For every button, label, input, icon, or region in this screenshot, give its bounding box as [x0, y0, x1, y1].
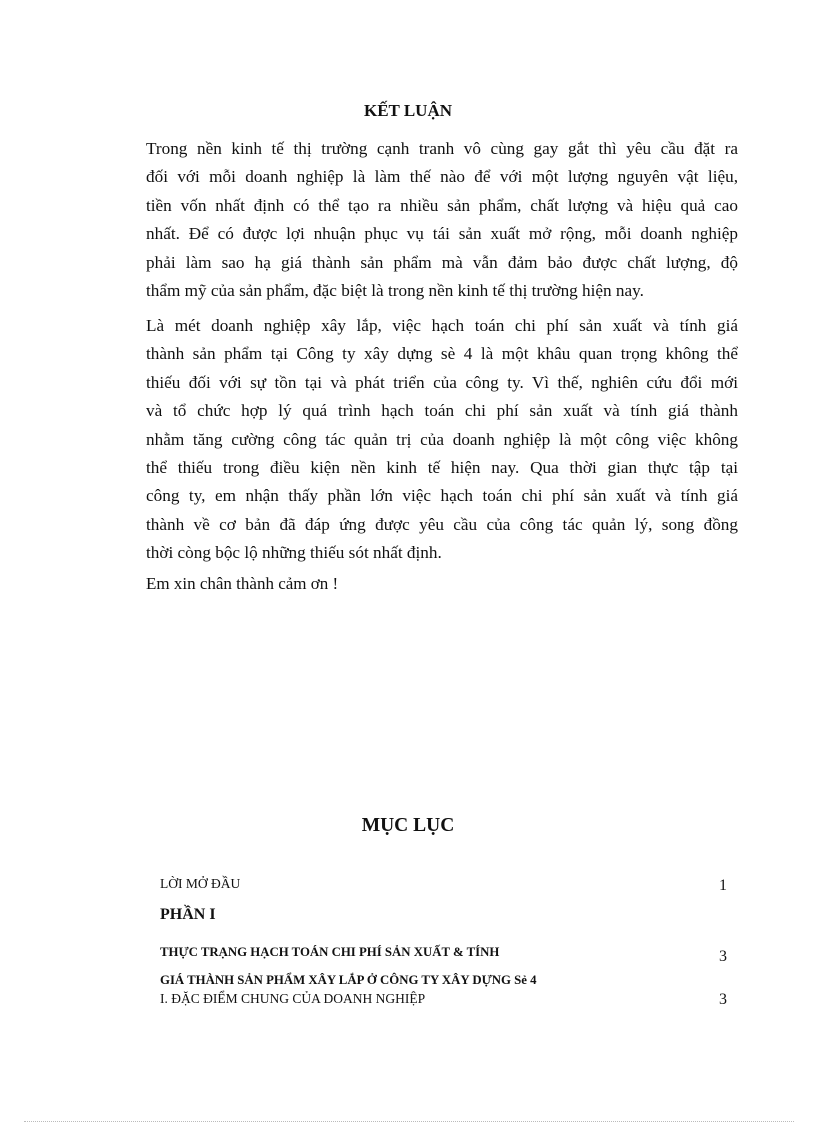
text-line: tiền vốn nhất định có thể tạo ra nhiều sản phẩm, chất lượng và hiệu quả cao [146, 195, 738, 215]
toc-entry-label-line2: GIÁ THÀNH SẢN PHẨM XÂY LẮP Ở CÔNG TY XÂY DỰNG Sẻ 4 [160, 973, 537, 987]
text-line: công ty, em nhận thấy phần lớn việc hạch toán chi phí sản xuất và tính giá [146, 486, 738, 506]
text-line: thành sản phẩm tại Công ty xây dựng sè 4 là một khâu quan trọng không thể [146, 344, 738, 364]
text-line: thời còng bộc lộ những thiếu sót nhất định. [146, 543, 442, 563]
toc-entry-label: I. ĐẶC ĐIỂM CHUNG CỦA DOANH NGHIỆP [160, 991, 426, 1006]
text-line: thiếu đối với sự tồn tại và phát triển của công ty. Vì thế, nghiên cứu đổi mới [146, 372, 738, 392]
text-line: thẩm mỹ của sản phẩm, đặc biệt là trong nền kinh tế thị trường hiện nay. [146, 281, 644, 301]
toc-entry-label-line1: THỰC TRẠNG HẠCH TOÁN CHI PHÍ SẢN XUẤT & TÍNH [160, 945, 500, 959]
text-line: Trong nền kinh tế thị trường cạnh tranh vô cùng gay gắt thì yêu cầu đặt ra [146, 139, 738, 158]
toc-title: MỤC LỤC [361, 815, 455, 836]
toc-entry-phan-i[interactable] [160, 906, 730, 924]
conclusion-paragraph-1 [146, 135, 738, 305]
text-line: nhất. Để có được lợi nhuận phục vụ tái sản xuất mở rộng, mỗi doanh nghiệp [146, 224, 738, 244]
conclusion-title: KẾT LUẬN [363, 101, 452, 120]
text-line: nhằm tăng cường công tác quản trị của doanh nghiệp là một công việc không [146, 429, 738, 449]
text-line: phải làm sao hạ giá thành sản phẩm mà vẫn đảm bảo được chất lượng, độ [146, 252, 738, 272]
toc-page-number: 3 [719, 948, 727, 965]
toc-entry-label: LỜI MỞ ĐẦU [160, 876, 241, 891]
text-line: thể thiếu trong điều kiện nền kinh tế hiện nay. Qua thời gian thực tập tại [146, 458, 738, 478]
conclusion-paragraph-2 [146, 312, 738, 568]
text-line: thành về cơ bản đã đáp ứng được yêu cầu của công tác quản lý, song đồng [146, 514, 738, 534]
text-line: đối với mỗi doanh nghiệp là làm thế nào để với một lượng nguyên vật liệu, [146, 167, 738, 187]
thanks-line: Em xin chân thành cảm ơn ! [146, 574, 339, 593]
page-bottom-divider [24, 1121, 794, 1122]
toc-entry-dac-diem[interactable] [160, 991, 730, 1007]
toc-entry-label: PHẦN I [160, 906, 216, 923]
toc-entry-thuc-trang[interactable] [160, 938, 730, 994]
text-line: và tổ chức hợp lý quá trình hạch toán chi phí sản xuất và tính giá thành [146, 401, 738, 421]
toc-page-number: 1 [719, 877, 727, 894]
toc-page-number: 3 [719, 991, 727, 1008]
toc-entry-loi-mo-dau[interactable] [160, 876, 730, 892]
text-line: Là mét doanh nghiệp xây lắp, việc hạch toán chi phí sản xuất và tính giá [146, 316, 738, 335]
